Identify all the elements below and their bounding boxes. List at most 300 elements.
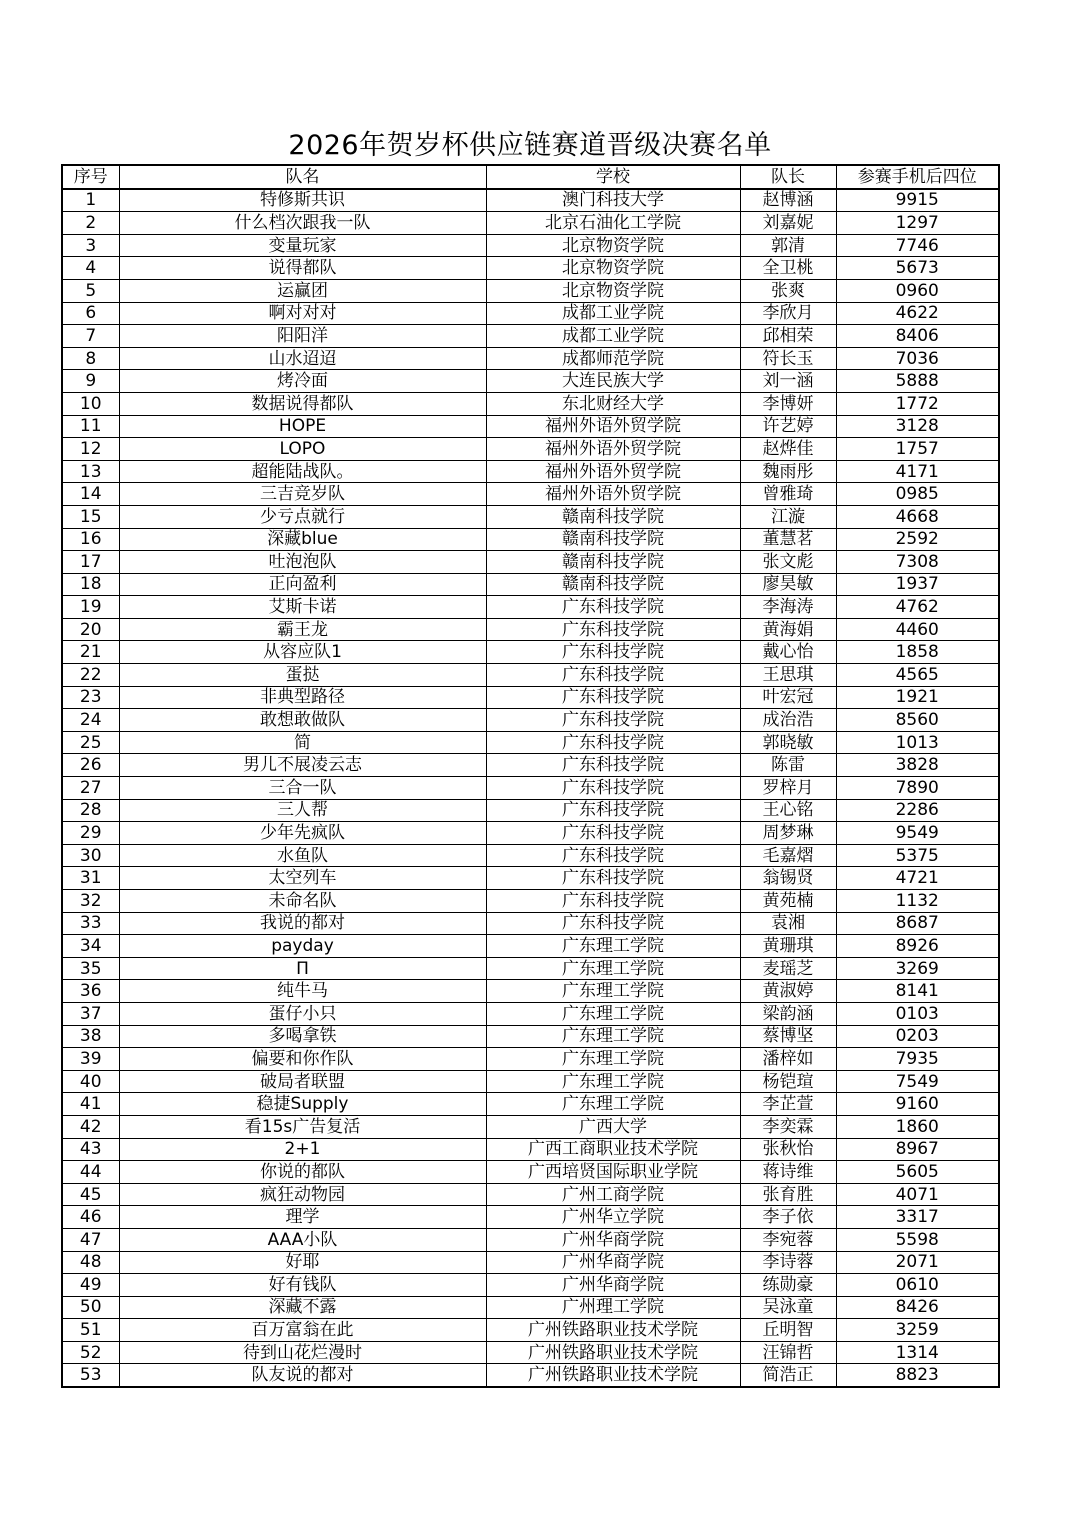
table-row — [62, 1070, 999, 1093]
cell-school: 福州外语外贸学院 — [486, 438, 740, 461]
cell-team: 阳阳洋 — [119, 325, 486, 348]
cell-school: 广东科技学院 — [486, 799, 740, 822]
cell-phone: 0960 — [836, 279, 999, 302]
cell-no: 30 — [62, 844, 119, 867]
table-row — [62, 1206, 999, 1229]
table-row — [62, 731, 999, 754]
table-row — [62, 1296, 999, 1319]
cell-school: 广东科技学院 — [486, 664, 740, 687]
table-row — [62, 1274, 999, 1297]
cell-phone: 0203 — [836, 1025, 999, 1048]
cell-captain: 许艺婷 — [740, 415, 836, 438]
cell-team: 队友说的都对 — [119, 1364, 486, 1387]
cell-no: 38 — [62, 1025, 119, 1048]
cell-team: 变量玩家 — [119, 234, 486, 257]
cell-captain: 翁锡贤 — [740, 867, 836, 890]
cell-no: 5 — [62, 279, 119, 302]
cell-captain: 王心铭 — [740, 799, 836, 822]
cell-team: HOPE — [119, 415, 486, 438]
cell-no: 23 — [62, 686, 119, 709]
cell-team: 特修斯共识 — [119, 189, 486, 212]
cell-phone: 8406 — [836, 325, 999, 348]
table-row — [62, 957, 999, 980]
table-row — [62, 1093, 999, 1116]
cell-team: 好有钱队 — [119, 1274, 486, 1297]
cell-no: 32 — [62, 890, 119, 913]
table-row — [62, 505, 999, 528]
cell-team: 少年先疯队 — [119, 822, 486, 845]
cell-no: 16 — [62, 528, 119, 551]
cell-captain: 李海涛 — [740, 596, 836, 619]
cell-school: 赣南科技学院 — [486, 528, 740, 551]
cell-school: 广州铁路职业技术学院 — [486, 1341, 740, 1364]
cell-phone: 9160 — [836, 1093, 999, 1116]
table-row — [62, 302, 999, 325]
cell-captain: 练勋豪 — [740, 1274, 836, 1297]
cell-captain: 周梦琳 — [740, 822, 836, 845]
cell-no: 24 — [62, 709, 119, 732]
cell-team: 好耶 — [119, 1251, 486, 1274]
cell-no: 19 — [62, 596, 119, 619]
table-row — [62, 912, 999, 935]
cell-school: 广东科技学院 — [486, 731, 740, 754]
cell-captain: 汪锦哲 — [740, 1341, 836, 1364]
cell-phone: 8926 — [836, 935, 999, 958]
cell-phone: 0985 — [836, 483, 999, 506]
table-row — [62, 709, 999, 732]
table-row — [62, 325, 999, 348]
cell-no: 51 — [62, 1319, 119, 1342]
cell-school: 广东科技学院 — [486, 777, 740, 800]
table-row — [62, 867, 999, 890]
cell-phone: 7890 — [836, 777, 999, 800]
table-row — [62, 618, 999, 641]
cell-captain: 王思琪 — [740, 664, 836, 687]
cell-phone: 1921 — [836, 686, 999, 709]
cell-team: 太空列车 — [119, 867, 486, 890]
cell-captain: 李诗蓉 — [740, 1251, 836, 1274]
cell-captain: 全卫桃 — [740, 257, 836, 280]
cell-captain: 李博妍 — [740, 392, 836, 415]
cell-school: 北京物资学院 — [486, 234, 740, 257]
cell-school: 广东科技学院 — [486, 709, 740, 732]
cell-captain: 赵博涵 — [740, 189, 836, 212]
cell-captain: 蔡博坚 — [740, 1025, 836, 1048]
cell-captain: 郭清 — [740, 234, 836, 257]
cell-captain: 梁韵涵 — [740, 1002, 836, 1025]
cell-no: 39 — [62, 1048, 119, 1071]
table-row — [62, 980, 999, 1003]
table-row — [62, 822, 999, 845]
cell-phone: 5375 — [836, 844, 999, 867]
cell-school: 赣南科技学院 — [486, 551, 740, 574]
cell-phone: 7308 — [836, 551, 999, 574]
cell-captain: 刘嘉妮 — [740, 212, 836, 235]
cell-phone: 8823 — [836, 1364, 999, 1387]
cell-captain: 简浩正 — [740, 1364, 836, 1387]
cell-phone: 2592 — [836, 528, 999, 551]
cell-school: 广西培贤国际职业学院 — [486, 1161, 740, 1184]
cell-captain: 魏雨彤 — [740, 460, 836, 483]
cell-phone: 1937 — [836, 573, 999, 596]
cell-captain: 江漩 — [740, 505, 836, 528]
page-title: 2026年贺岁杯供应链赛道晋级决赛名单 — [288, 130, 772, 161]
cell-no: 6 — [62, 302, 119, 325]
cell-school: 广东科技学院 — [486, 867, 740, 890]
table-row — [62, 1115, 999, 1138]
cell-team: 数据说得都队 — [119, 392, 486, 415]
table-row — [62, 528, 999, 551]
cell-team: 艾斯卡诺 — [119, 596, 486, 619]
cell-team: 山水迢迢 — [119, 347, 486, 370]
cell-team: 蛋挞 — [119, 664, 486, 687]
cell-school: 广东理工学院 — [486, 1093, 740, 1116]
cell-no: 40 — [62, 1070, 119, 1093]
cell-school: 广东理工学院 — [486, 980, 740, 1003]
cell-team: 我说的都对 — [119, 912, 486, 935]
table-row — [62, 1161, 999, 1184]
cell-captain: 罗梓月 — [740, 777, 836, 800]
cell-phone: 3269 — [836, 957, 999, 980]
table-row — [62, 799, 999, 822]
cell-team: 2+1 — [119, 1138, 486, 1161]
table-row — [62, 890, 999, 913]
cell-no: 25 — [62, 731, 119, 754]
table-row — [62, 1002, 999, 1025]
cell-phone: 4721 — [836, 867, 999, 890]
cell-phone: 5673 — [836, 257, 999, 280]
header-phone: 参赛手机后四位 — [836, 165, 999, 189]
table-row — [62, 596, 999, 619]
cell-no: 37 — [62, 1002, 119, 1025]
cell-phone: 4622 — [836, 302, 999, 325]
table-row — [62, 257, 999, 280]
cell-team: 说得都队 — [119, 257, 486, 280]
cell-phone: 4668 — [836, 505, 999, 528]
cell-school: 北京物资学院 — [486, 279, 740, 302]
table-row — [62, 1138, 999, 1161]
cell-school: 成都师范学院 — [486, 347, 740, 370]
cell-phone: 2286 — [836, 799, 999, 822]
cell-team: 从容应队1 — [119, 641, 486, 664]
table-row — [62, 664, 999, 687]
cell-phone: 1757 — [836, 438, 999, 461]
cell-no: 22 — [62, 664, 119, 687]
cell-phone: 1132 — [836, 890, 999, 913]
cell-team: 你说的都队 — [119, 1161, 486, 1184]
cell-school: 广东科技学院 — [486, 618, 740, 641]
cell-captain: 董慧茗 — [740, 528, 836, 551]
cell-phone: 4171 — [836, 460, 999, 483]
cell-no: 13 — [62, 460, 119, 483]
cell-team: П — [119, 957, 486, 980]
cell-phone: 1013 — [836, 731, 999, 754]
cell-captain: 曾雅琦 — [740, 483, 836, 506]
cell-phone: 0610 — [836, 1274, 999, 1297]
cell-team: 蛋仔小只 — [119, 1002, 486, 1025]
cell-phone: 8141 — [836, 980, 999, 1003]
cell-school: 北京石油化工学院 — [486, 212, 740, 235]
cell-no: 50 — [62, 1296, 119, 1319]
table-row — [62, 935, 999, 958]
cell-phone: 4460 — [836, 618, 999, 641]
cell-phone: 3828 — [836, 754, 999, 777]
cell-captain: 叶宏冠 — [740, 686, 836, 709]
cell-team: 百万富翁在此 — [119, 1319, 486, 1342]
cell-captain: 黄珊琪 — [740, 935, 836, 958]
cell-team: 男儿不展凌云志 — [119, 754, 486, 777]
cell-captain: 袁湘 — [740, 912, 836, 935]
cell-school: 赣南科技学院 — [486, 505, 740, 528]
cell-no: 26 — [62, 754, 119, 777]
cell-phone: 0103 — [836, 1002, 999, 1025]
cell-captain: 陈雷 — [740, 754, 836, 777]
cell-no: 7 — [62, 325, 119, 348]
cell-no: 27 — [62, 777, 119, 800]
table-row — [62, 1251, 999, 1274]
cell-phone: 3259 — [836, 1319, 999, 1342]
cell-team: 正向盈利 — [119, 573, 486, 596]
cell-captain: 赵烨佳 — [740, 438, 836, 461]
cell-no: 48 — [62, 1251, 119, 1274]
cell-no: 31 — [62, 867, 119, 890]
table-row — [62, 212, 999, 235]
cell-phone: 2071 — [836, 1251, 999, 1274]
cell-team: 待到山花烂漫时 — [119, 1341, 486, 1364]
cell-school: 广州华商学院 — [486, 1251, 740, 1274]
cell-captain: 戴心怡 — [740, 641, 836, 664]
cell-no: 49 — [62, 1274, 119, 1297]
cell-team: 啊对对对 — [119, 302, 486, 325]
cell-captain: 张文彪 — [740, 551, 836, 574]
cell-phone: 5605 — [836, 1161, 999, 1184]
header-no: 序号 — [62, 165, 119, 189]
cell-phone: 1314 — [836, 1341, 999, 1364]
cell-school: 广东科技学院 — [486, 912, 740, 935]
cell-phone: 4071 — [836, 1183, 999, 1206]
cell-phone: 7036 — [836, 347, 999, 370]
cell-captain: 成治浩 — [740, 709, 836, 732]
cell-school: 广州华商学院 — [486, 1274, 740, 1297]
table-row — [62, 551, 999, 574]
cell-captain: 郭晓敏 — [740, 731, 836, 754]
cell-phone: 9915 — [836, 189, 999, 212]
cell-phone: 8560 — [836, 709, 999, 732]
cell-phone: 5888 — [836, 370, 999, 393]
cell-no: 3 — [62, 234, 119, 257]
cell-captain: 杨铠瑄 — [740, 1070, 836, 1093]
cell-captain: 张秋怡 — [740, 1138, 836, 1161]
cell-captain: 毛嘉熠 — [740, 844, 836, 867]
cell-captain: 张爽 — [740, 279, 836, 302]
cell-team: 破局者联盟 — [119, 1070, 486, 1093]
cell-phone: 1860 — [836, 1115, 999, 1138]
table-row — [62, 460, 999, 483]
cell-school: 广东科技学院 — [486, 754, 740, 777]
cell-team: 三吉竞岁队 — [119, 483, 486, 506]
cell-no: 53 — [62, 1364, 119, 1387]
table-header-row — [62, 165, 999, 189]
cell-no: 15 — [62, 505, 119, 528]
cell-no: 9 — [62, 370, 119, 393]
cell-team: 水鱼队 — [119, 844, 486, 867]
cell-team: LOPO — [119, 438, 486, 461]
table-row — [62, 641, 999, 664]
cell-school: 广州华商学院 — [486, 1228, 740, 1251]
cell-team: 深藏blue — [119, 528, 486, 551]
cell-captain: 黄淑婷 — [740, 980, 836, 1003]
table-row — [62, 189, 999, 212]
finalists-table — [61, 164, 1000, 1388]
cell-team: 稳捷Supply — [119, 1093, 486, 1116]
cell-no: 2 — [62, 212, 119, 235]
cell-team: 三合一队 — [119, 777, 486, 800]
table-row — [62, 1364, 999, 1387]
cell-no: 44 — [62, 1161, 119, 1184]
cell-no: 11 — [62, 415, 119, 438]
cell-school: 广州工商学院 — [486, 1183, 740, 1206]
cell-team: 超能陆战队。 — [119, 460, 486, 483]
cell-captain: 廖昊敏 — [740, 573, 836, 596]
cell-captain: 张育胜 — [740, 1183, 836, 1206]
cell-captain: 麦瑶芝 — [740, 957, 836, 980]
cell-school: 广东理工学院 — [486, 1025, 740, 1048]
table-row — [62, 234, 999, 257]
cell-team: 理学 — [119, 1206, 486, 1229]
cell-captain: 李奕霖 — [740, 1115, 836, 1138]
cell-team: 敢想敢做队 — [119, 709, 486, 732]
cell-school: 广州铁路职业技术学院 — [486, 1319, 740, 1342]
cell-phone: 9549 — [836, 822, 999, 845]
cell-no: 52 — [62, 1341, 119, 1364]
cell-no: 12 — [62, 438, 119, 461]
header-team: 队名 — [119, 165, 486, 189]
cell-team: 深藏不露 — [119, 1296, 486, 1319]
cell-phone: 7746 — [836, 234, 999, 257]
cell-team: 简 — [119, 731, 486, 754]
cell-no: 28 — [62, 799, 119, 822]
cell-captain: 李芷萱 — [740, 1093, 836, 1116]
cell-school: 澳门科技大学 — [486, 189, 740, 212]
cell-school: 广州铁路职业技术学院 — [486, 1364, 740, 1387]
table-row — [62, 1341, 999, 1364]
table-row — [62, 1025, 999, 1048]
cell-school: 广东科技学院 — [486, 844, 740, 867]
cell-phone: 8967 — [836, 1138, 999, 1161]
cell-no: 35 — [62, 957, 119, 980]
cell-school: 广东理工学院 — [486, 957, 740, 980]
cell-school: 广东理工学院 — [486, 1070, 740, 1093]
cell-no: 10 — [62, 392, 119, 415]
cell-team: 偏要和你作队 — [119, 1048, 486, 1071]
cell-team: 霸王龙 — [119, 618, 486, 641]
cell-no: 46 — [62, 1206, 119, 1229]
cell-team: 看15s广告复活 — [119, 1115, 486, 1138]
table-row — [62, 438, 999, 461]
cell-school: 广东理工学院 — [486, 935, 740, 958]
cell-phone: 5598 — [836, 1228, 999, 1251]
table-row — [62, 573, 999, 596]
cell-no: 33 — [62, 912, 119, 935]
cell-phone: 1297 — [836, 212, 999, 235]
cell-phone: 8426 — [836, 1296, 999, 1319]
cell-school: 广东科技学院 — [486, 686, 740, 709]
cell-no: 1 — [62, 189, 119, 212]
cell-school: 成都工业学院 — [486, 302, 740, 325]
header-captain: 队长 — [740, 165, 836, 189]
cell-captain: 潘梓如 — [740, 1048, 836, 1071]
cell-phone: 3317 — [836, 1206, 999, 1229]
cell-team: 运赢团 — [119, 279, 486, 302]
table-row — [62, 483, 999, 506]
cell-school: 东北财经大学 — [486, 392, 740, 415]
table-row — [62, 279, 999, 302]
cell-captain: 丘明智 — [740, 1319, 836, 1342]
cell-no: 29 — [62, 822, 119, 845]
cell-captain: 黄苑楠 — [740, 890, 836, 913]
cell-team: 少亏点就行 — [119, 505, 486, 528]
cell-team: 什么档次跟我一队 — [119, 212, 486, 235]
cell-no: 20 — [62, 618, 119, 641]
cell-school: 广州理工学院 — [486, 1296, 740, 1319]
table-row — [62, 415, 999, 438]
cell-phone: 1858 — [836, 641, 999, 664]
cell-phone: 7935 — [836, 1048, 999, 1071]
cell-no: 36 — [62, 980, 119, 1003]
table-row — [62, 370, 999, 393]
cell-school: 大连民族大学 — [486, 370, 740, 393]
cell-captain: 邱相荣 — [740, 325, 836, 348]
table-row — [62, 1228, 999, 1251]
cell-no: 18 — [62, 573, 119, 596]
cell-captain: 李欣月 — [740, 302, 836, 325]
table-row — [62, 844, 999, 867]
cell-phone: 4762 — [836, 596, 999, 619]
cell-school: 广西大学 — [486, 1115, 740, 1138]
cell-no: 34 — [62, 935, 119, 958]
cell-school: 成都工业学院 — [486, 325, 740, 348]
cell-team: 纯牛马 — [119, 980, 486, 1003]
cell-team: 多喝拿铁 — [119, 1025, 486, 1048]
table-row — [62, 1319, 999, 1342]
cell-phone: 8687 — [836, 912, 999, 935]
cell-captain: 符长玉 — [740, 347, 836, 370]
cell-school: 广东科技学院 — [486, 641, 740, 664]
table-row — [62, 392, 999, 415]
cell-no: 43 — [62, 1138, 119, 1161]
cell-no: 41 — [62, 1093, 119, 1116]
cell-school: 福州外语外贸学院 — [486, 415, 740, 438]
cell-captain: 李宛蓉 — [740, 1228, 836, 1251]
table-row — [62, 686, 999, 709]
table-row — [62, 1183, 999, 1206]
cell-phone: 3128 — [836, 415, 999, 438]
table-row — [62, 754, 999, 777]
cell-school: 赣南科技学院 — [486, 573, 740, 596]
cell-school: 广东理工学院 — [486, 1048, 740, 1071]
cell-no: 8 — [62, 347, 119, 370]
table-row — [62, 777, 999, 800]
cell-school: 广东科技学院 — [486, 822, 740, 845]
cell-no: 21 — [62, 641, 119, 664]
cell-school: 广州华立学院 — [486, 1206, 740, 1229]
cell-phone: 1772 — [836, 392, 999, 415]
cell-phone: 7549 — [836, 1070, 999, 1093]
cell-school: 广东科技学院 — [486, 890, 740, 913]
cell-captain: 刘一涵 — [740, 370, 836, 393]
cell-no: 14 — [62, 483, 119, 506]
cell-team: 疯狂动物园 — [119, 1183, 486, 1206]
